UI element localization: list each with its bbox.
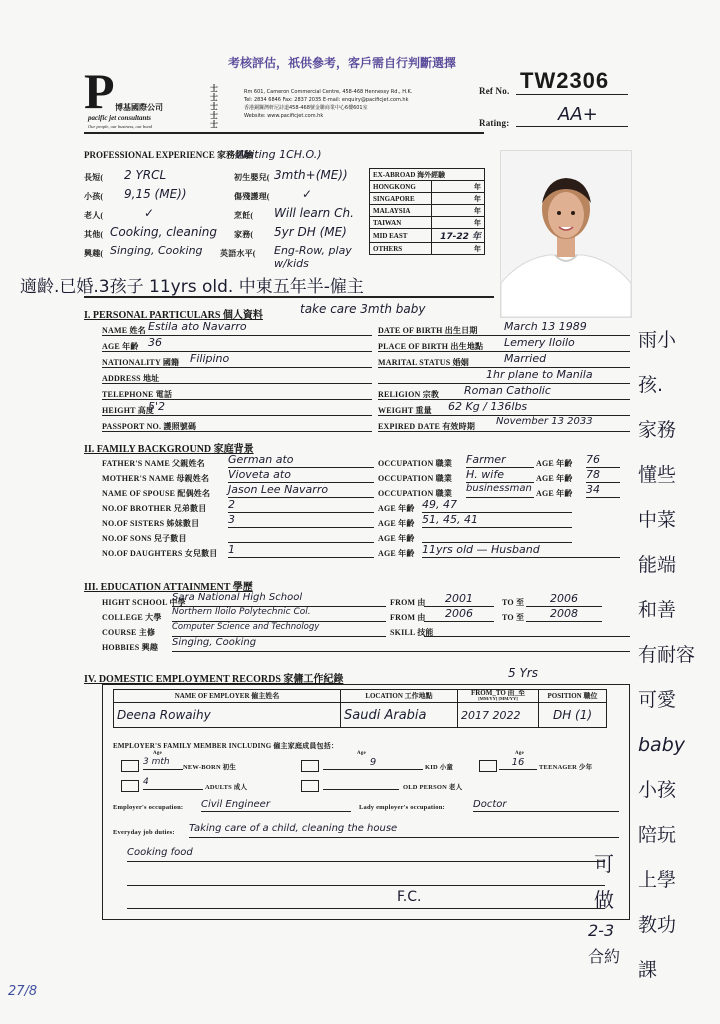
exp-value: 9,15 (ME)) [124, 187, 187, 201]
employment-header-row [114, 690, 607, 703]
family-row [102, 513, 630, 528]
course-value: Computer Science and Technology [172, 622, 386, 637]
abroad-place: MALAYSIA [370, 205, 432, 217]
employment-box [102, 684, 630, 920]
abroad-years: 年 [432, 243, 485, 255]
family-row [102, 453, 630, 468]
duties-line-1: Taking care of a child, cleaning the house [189, 823, 619, 838]
lady-occupation-label: Lady employer's occupation: [359, 804, 445, 811]
duties-row [113, 871, 619, 889]
abroad-place: MID EAST [370, 229, 432, 243]
ref-line [516, 94, 628, 95]
exp-value: ✓ [144, 206, 155, 220]
occupation-value: H. wife [466, 468, 534, 483]
occupation-label: OCCUPATION 職業 [378, 474, 453, 483]
side-note: 做 [594, 888, 614, 912]
newborn-label: NEW-BORN 初生 [183, 764, 237, 771]
expiry-value: November 13 2033 [496, 416, 593, 427]
abroad-place: TAIWAN [370, 217, 432, 229]
family-value: German ato [228, 453, 374, 468]
writing-note: Writing 1CH.O.) [236, 148, 322, 161]
logo-letter: P [84, 63, 115, 119]
field-row [102, 416, 372, 432]
field-row [378, 336, 630, 352]
age-header: Age [515, 751, 524, 756]
edu-row [102, 592, 630, 607]
ex-abroad-table [369, 168, 485, 255]
employment-row [114, 703, 607, 728]
header-rule [84, 132, 484, 134]
kid-checkbox[interactable] [301, 760, 319, 772]
expiry-label: EXPIRED DATE 有效時期 [378, 422, 476, 431]
exp-value: Cooking, cleaning [110, 225, 218, 239]
college-from: 2006 [424, 607, 494, 622]
field-row [102, 336, 372, 352]
ex-abroad-header [370, 169, 485, 181]
family-value: Jason Lee Navarro [228, 483, 374, 498]
abroad-place: HONGKONG [370, 181, 432, 193]
field-row [378, 352, 630, 368]
exp-value: Singing, Cooking [110, 244, 203, 257]
hobbies-value: Singing, Cooking [172, 637, 630, 652]
side-note: 2-3 [588, 921, 615, 940]
portrait-image [501, 151, 631, 317]
occupation-value: businessman [466, 483, 534, 498]
field-row [378, 400, 630, 416]
telephone-label: TELEPHONE 電話 [102, 390, 173, 399]
abroad-place: OTHERS [370, 243, 432, 255]
side-note: 有耐容 [638, 644, 696, 666]
field-row [102, 368, 372, 384]
ex-abroad-row [370, 217, 485, 229]
nationality-value: Filipino [190, 352, 230, 365]
side-note: 和善 [638, 599, 677, 621]
ex-abroad-row [370, 229, 485, 243]
company-name-en: pacific jet consultants [88, 114, 151, 122]
family-heading: II. FAMILY BACKGROUND 家庭背景 [84, 444, 254, 455]
pob-label: PLACE OF BIRTH 出生地點 [378, 342, 484, 351]
skill-label: SKILL 技能 [390, 628, 434, 637]
side-note: 教功 [638, 914, 677, 936]
summary-note: 適齡.已婚.3孩子 11yrs old. 中東五年半-僱主 [20, 277, 364, 297]
height-value: 5'2 [148, 400, 166, 413]
age-value: 36 [148, 336, 162, 349]
address-note: 1hr plane to Manila [486, 368, 593, 381]
address-line-2: Tel: 2834 6846 Fax: 2837 2035 E-mail: enquiry@pacificjet.com.hk [244, 97, 409, 103]
side-note: 孩. [638, 374, 664, 396]
field-row [102, 400, 372, 416]
college-label: COLLEGE 大學 [102, 613, 162, 622]
employment-period: 2017 2022 [458, 703, 539, 728]
family-row [102, 498, 630, 513]
experience-rows [84, 168, 369, 270]
occupation-label: OCCUPATION 職業 [378, 459, 453, 468]
adults-label: ADULTS 成人 [205, 784, 248, 791]
nationality-label: NATIONALITY 國籍 [102, 358, 180, 367]
to-label: TO 至 [502, 613, 525, 622]
religion-label: RELIGION 宗教 [378, 390, 440, 399]
corner-note: 27/8 [8, 984, 38, 999]
employer-occupation: Civil Engineer [201, 799, 351, 812]
family-label: FATHER'S NAME 父親姓名 [102, 459, 205, 468]
members-row-2 [113, 777, 619, 793]
exp-label: 其他( [84, 230, 104, 239]
exp-label-2: 初生嬰兒( [234, 173, 270, 182]
side-note: 可 [594, 852, 614, 876]
newborn-age: 3 mth [143, 757, 183, 770]
hs-value: Sara National High School [172, 592, 386, 607]
exp-label-2: 傷殘護理( [234, 192, 270, 201]
abroad-place: SINGAPORE [370, 193, 432, 205]
side-notes-bottom-mid [594, 846, 614, 918]
employer-occupation-label: Employer's occupation: [113, 804, 184, 811]
exp-value-2: 3mth+(ME)) [274, 168, 348, 182]
family-age-value: 78 [586, 468, 620, 483]
family-age-value: 34 [586, 483, 620, 498]
occupation-value: Farmer [466, 453, 534, 468]
family-row [102, 468, 630, 483]
hobbies-label: HOBBIES 興趣 [102, 643, 159, 652]
abroad-years: 年 [432, 205, 485, 217]
field-row [102, 320, 372, 336]
occupation-row [113, 799, 619, 815]
education-heading: III. EDUCATION ATTAINMENT 學歷 [84, 582, 253, 593]
old-person-line [323, 777, 399, 790]
college-to: 2008 [526, 607, 602, 622]
summary-rule [84, 296, 494, 298]
side-note: 中菜 [638, 509, 677, 531]
side-note: 可愛 [638, 689, 677, 711]
experience-heading: PROFESSIONAL EXPERIENCE 家務經驗 [84, 150, 254, 160]
age-label: AGE 年齡 [378, 534, 415, 543]
col-from-to [458, 690, 539, 703]
exp-value-2: Eng-Row, play w/kids [274, 244, 352, 270]
ex-abroad-row [370, 193, 485, 205]
skill-line [424, 622, 630, 637]
side-note: 陪玩 [638, 824, 677, 846]
field-row [378, 416, 630, 432]
family-label: NAME OF SPOUSE 配偶姓名 [102, 489, 211, 498]
family-value [228, 528, 374, 543]
height-label: HEIGHT 高度 [102, 406, 155, 415]
company-address [244, 88, 412, 120]
care-note: take care 3mth baby [300, 302, 426, 316]
exp-row [84, 187, 369, 206]
to-label: TO 至 [502, 598, 525, 607]
teen-age: 16 [499, 757, 537, 770]
course-label: COURSE 主修 [102, 628, 156, 637]
age-header: Age [357, 751, 366, 756]
side-notes-bottom-right [588, 918, 620, 970]
exp-row [84, 244, 369, 270]
family-age-label: AGE 年齡 [536, 459, 573, 468]
from-label: FROM 由 [390, 598, 426, 607]
hs-label: HIGHT SCHOOL 中學 [102, 598, 186, 607]
family-row [102, 483, 630, 498]
field-row [102, 352, 372, 368]
side-note: 家務 [638, 419, 677, 441]
exp-row [84, 168, 369, 187]
personal-left [102, 320, 372, 432]
edu-row [102, 622, 630, 637]
family-age-label: AGE 年齡 [536, 474, 573, 483]
education-rows [102, 592, 630, 652]
family-row [102, 543, 630, 558]
age-header: Age [153, 751, 162, 756]
old-person-checkbox[interactable] [301, 780, 319, 792]
exp-label: 長短( [84, 173, 104, 182]
exp-label: 老人( [84, 211, 104, 220]
signature: F.C. [397, 889, 422, 905]
age-label: AGE 年齡 [378, 519, 415, 528]
adults-checkbox[interactable] [121, 780, 139, 792]
side-note: 上學 [638, 869, 677, 891]
side-note: baby [638, 734, 686, 756]
adults-count: 4 [143, 777, 203, 790]
ref-number: TW2306 [520, 68, 610, 93]
col-location: LOCATION 工作地點 [341, 690, 458, 703]
family-row [102, 528, 630, 543]
kid-age: 9 [323, 757, 423, 770]
signature-line [127, 907, 605, 909]
newborn-checkbox[interactable] [121, 760, 139, 772]
address-line-3: 香港銅鑼灣軒尼詩道458-468號金聯商業中心6樓601室 [244, 105, 368, 111]
company-vertical-cn: 士 士 士 士 士 [210, 84, 218, 129]
pob-value: Lemery Iloilo [504, 336, 575, 349]
address-line-1: Rm 601, Cameron Commercial Centre, 458-468 Hennessy Rd., H.K. [244, 89, 413, 95]
name-label: NAME 姓名 [102, 326, 146, 335]
duties-row [113, 823, 619, 841]
address-label: ADDRESS 地址 [102, 374, 160, 383]
age-label: AGE 年齡 [378, 549, 415, 558]
hs-from: 2001 [424, 592, 494, 607]
duties-label: Everyday job duties: [113, 829, 175, 836]
rating-label: Rating: [479, 118, 510, 128]
col-from-to-label: FROM_TO 由_至 [470, 689, 526, 697]
old-person-label: OLD PERSON 老人 [403, 784, 463, 791]
exp-value: 2 YRCL [124, 168, 167, 182]
abroad-years: 17-22 年 [432, 229, 485, 243]
weight-value: 62 Kg / 136lbs [448, 400, 528, 413]
employment-table [113, 689, 607, 728]
exp-label-2: 英語水平( [220, 249, 256, 258]
company-tagline: Our people, our business, our bond [88, 124, 152, 129]
family-value: 2 [228, 498, 374, 513]
ex-abroad-row [370, 181, 485, 193]
son-ages [422, 528, 572, 543]
exp-label-2: 烹飪( [234, 211, 254, 220]
religion-value: Roman Catholic [464, 384, 551, 397]
marital-label: MARITAL STATUS 婚姻 [378, 358, 469, 367]
abroad-years: 年 [432, 181, 485, 193]
exp-label-2: 家務( [234, 230, 254, 239]
field-row [102, 384, 372, 400]
years-note: 5 Yrs [508, 666, 538, 680]
evaluation-banner: 考核評估，祇供參考，客戶需自行判斷選擇 [228, 56, 457, 70]
edu-row [102, 607, 630, 622]
side-note: 雨小 [638, 329, 677, 351]
side-note: 課 [638, 959, 658, 981]
dob-value: March 13 1989 [504, 320, 587, 333]
side-note: 懂些 [638, 464, 677, 486]
occupation-label: OCCUPATION 職業 [378, 489, 453, 498]
field-row [378, 320, 630, 336]
field-row [378, 368, 630, 384]
from-label: FROM 由 [390, 613, 426, 622]
abroad-years: 年 [432, 193, 485, 205]
college-value: Northern Iloilo Polytechnic Col. [172, 607, 386, 622]
sibling-ages: 51, 45, 41 [422, 513, 572, 528]
rating-line [516, 126, 628, 127]
weight-label: WEIGHT 重量 [378, 406, 432, 415]
exp-value-2: ✓ [302, 187, 313, 201]
exp-row [84, 225, 369, 244]
col-position: POSITION 職位 [539, 690, 607, 703]
ex-abroad-header-cell: EX-ABROAD 海外經驗 [370, 169, 485, 181]
teen-checkbox[interactable] [479, 760, 497, 772]
kid-label: KID 小童 [425, 764, 454, 771]
family-value: Vioveta ato [228, 468, 374, 483]
hs-to: 2006 [526, 592, 602, 607]
edu-row [102, 637, 630, 652]
exp-value-2: Will learn Ch. [274, 206, 354, 220]
employer-name: Deena Rowaihy [114, 703, 341, 728]
family-label: MOTHER'S NAME 母親姓名 [102, 474, 210, 483]
teen-label: TEENAGER 少年 [539, 764, 593, 771]
side-note: 能端 [638, 554, 677, 576]
ref-label: Ref No. [479, 86, 510, 96]
side-notes-right [638, 318, 710, 993]
marital-value: Married [504, 352, 547, 365]
duties-line-2: Cooking food [127, 847, 605, 862]
rating-value: AA+ [558, 104, 598, 125]
family-age-value: 76 [586, 453, 620, 468]
family-label: NO.OF DAUGHTERS 女兒數目 [102, 549, 218, 558]
side-note: 小孩 [638, 779, 677, 801]
employment-heading: IV. DOMESTIC EMPLOYMENT RECORDS 家傭工作紀錄 [84, 674, 344, 685]
ex-abroad-row [370, 205, 485, 217]
address-line-4: Website: www.pacificjet.com.hk [244, 113, 324, 119]
members-row-1 [113, 751, 619, 773]
duties-row [113, 847, 619, 865]
side-note: 合約 [588, 947, 621, 966]
family-age-label: AGE 年齡 [536, 489, 573, 498]
family-rows [102, 453, 630, 558]
sibling-ages: 49, 47 [422, 498, 572, 513]
lady-occupation: Doctor [473, 799, 619, 812]
applicant-photo [500, 150, 632, 318]
personal-right [378, 320, 630, 432]
personal-heading: I. PERSONAL PARTICULARS 個人資料 [84, 310, 263, 321]
col-employer: NAME OF EMPLOYER 僱主姓名 [114, 690, 341, 703]
exp-label: 興趣( [84, 249, 104, 258]
age-label: AGE 年齡 [102, 342, 139, 351]
exp-value-2: 5yr DH (ME) [274, 225, 347, 239]
field-row [378, 384, 630, 400]
family-label: NO.OF SISTERS 姊妹數目 [102, 519, 200, 528]
exp-row [84, 206, 369, 225]
family-label: NO.OF BROTHER 兄弟數目 [102, 504, 207, 513]
age-label: AGE 年齡 [378, 504, 415, 513]
company-name-cn: 博基國際公司 [115, 103, 163, 112]
daughter-ages: 11yrs old — Husband [422, 543, 620, 558]
family-members-label: EMPLOYER'S FAMILY MEMBER INCLUDING 僱主家庭成員包括： [113, 742, 339, 750]
exp-label: 小孩( [84, 192, 104, 201]
dob-label: DATE OF BIRTH 出生日期 [378, 326, 478, 335]
employment-position: DH (1) [539, 703, 607, 728]
family-label: NO.OF SONS 兒子數目 [102, 534, 187, 543]
abroad-years: 年 [432, 217, 485, 229]
passport-label: PASSPORT NO. 護照號碼 [102, 422, 197, 431]
employer-location: Saudi Arabia [341, 703, 458, 728]
family-value: 3 [228, 513, 374, 528]
ex-abroad-row [370, 243, 485, 255]
family-value: 1 [228, 543, 374, 558]
duties-line-3 [127, 871, 605, 886]
col-from-to-sub: [MM/YY] [MM/YY] [478, 696, 518, 701]
name-value: Estila ato Navarro [148, 320, 247, 333]
